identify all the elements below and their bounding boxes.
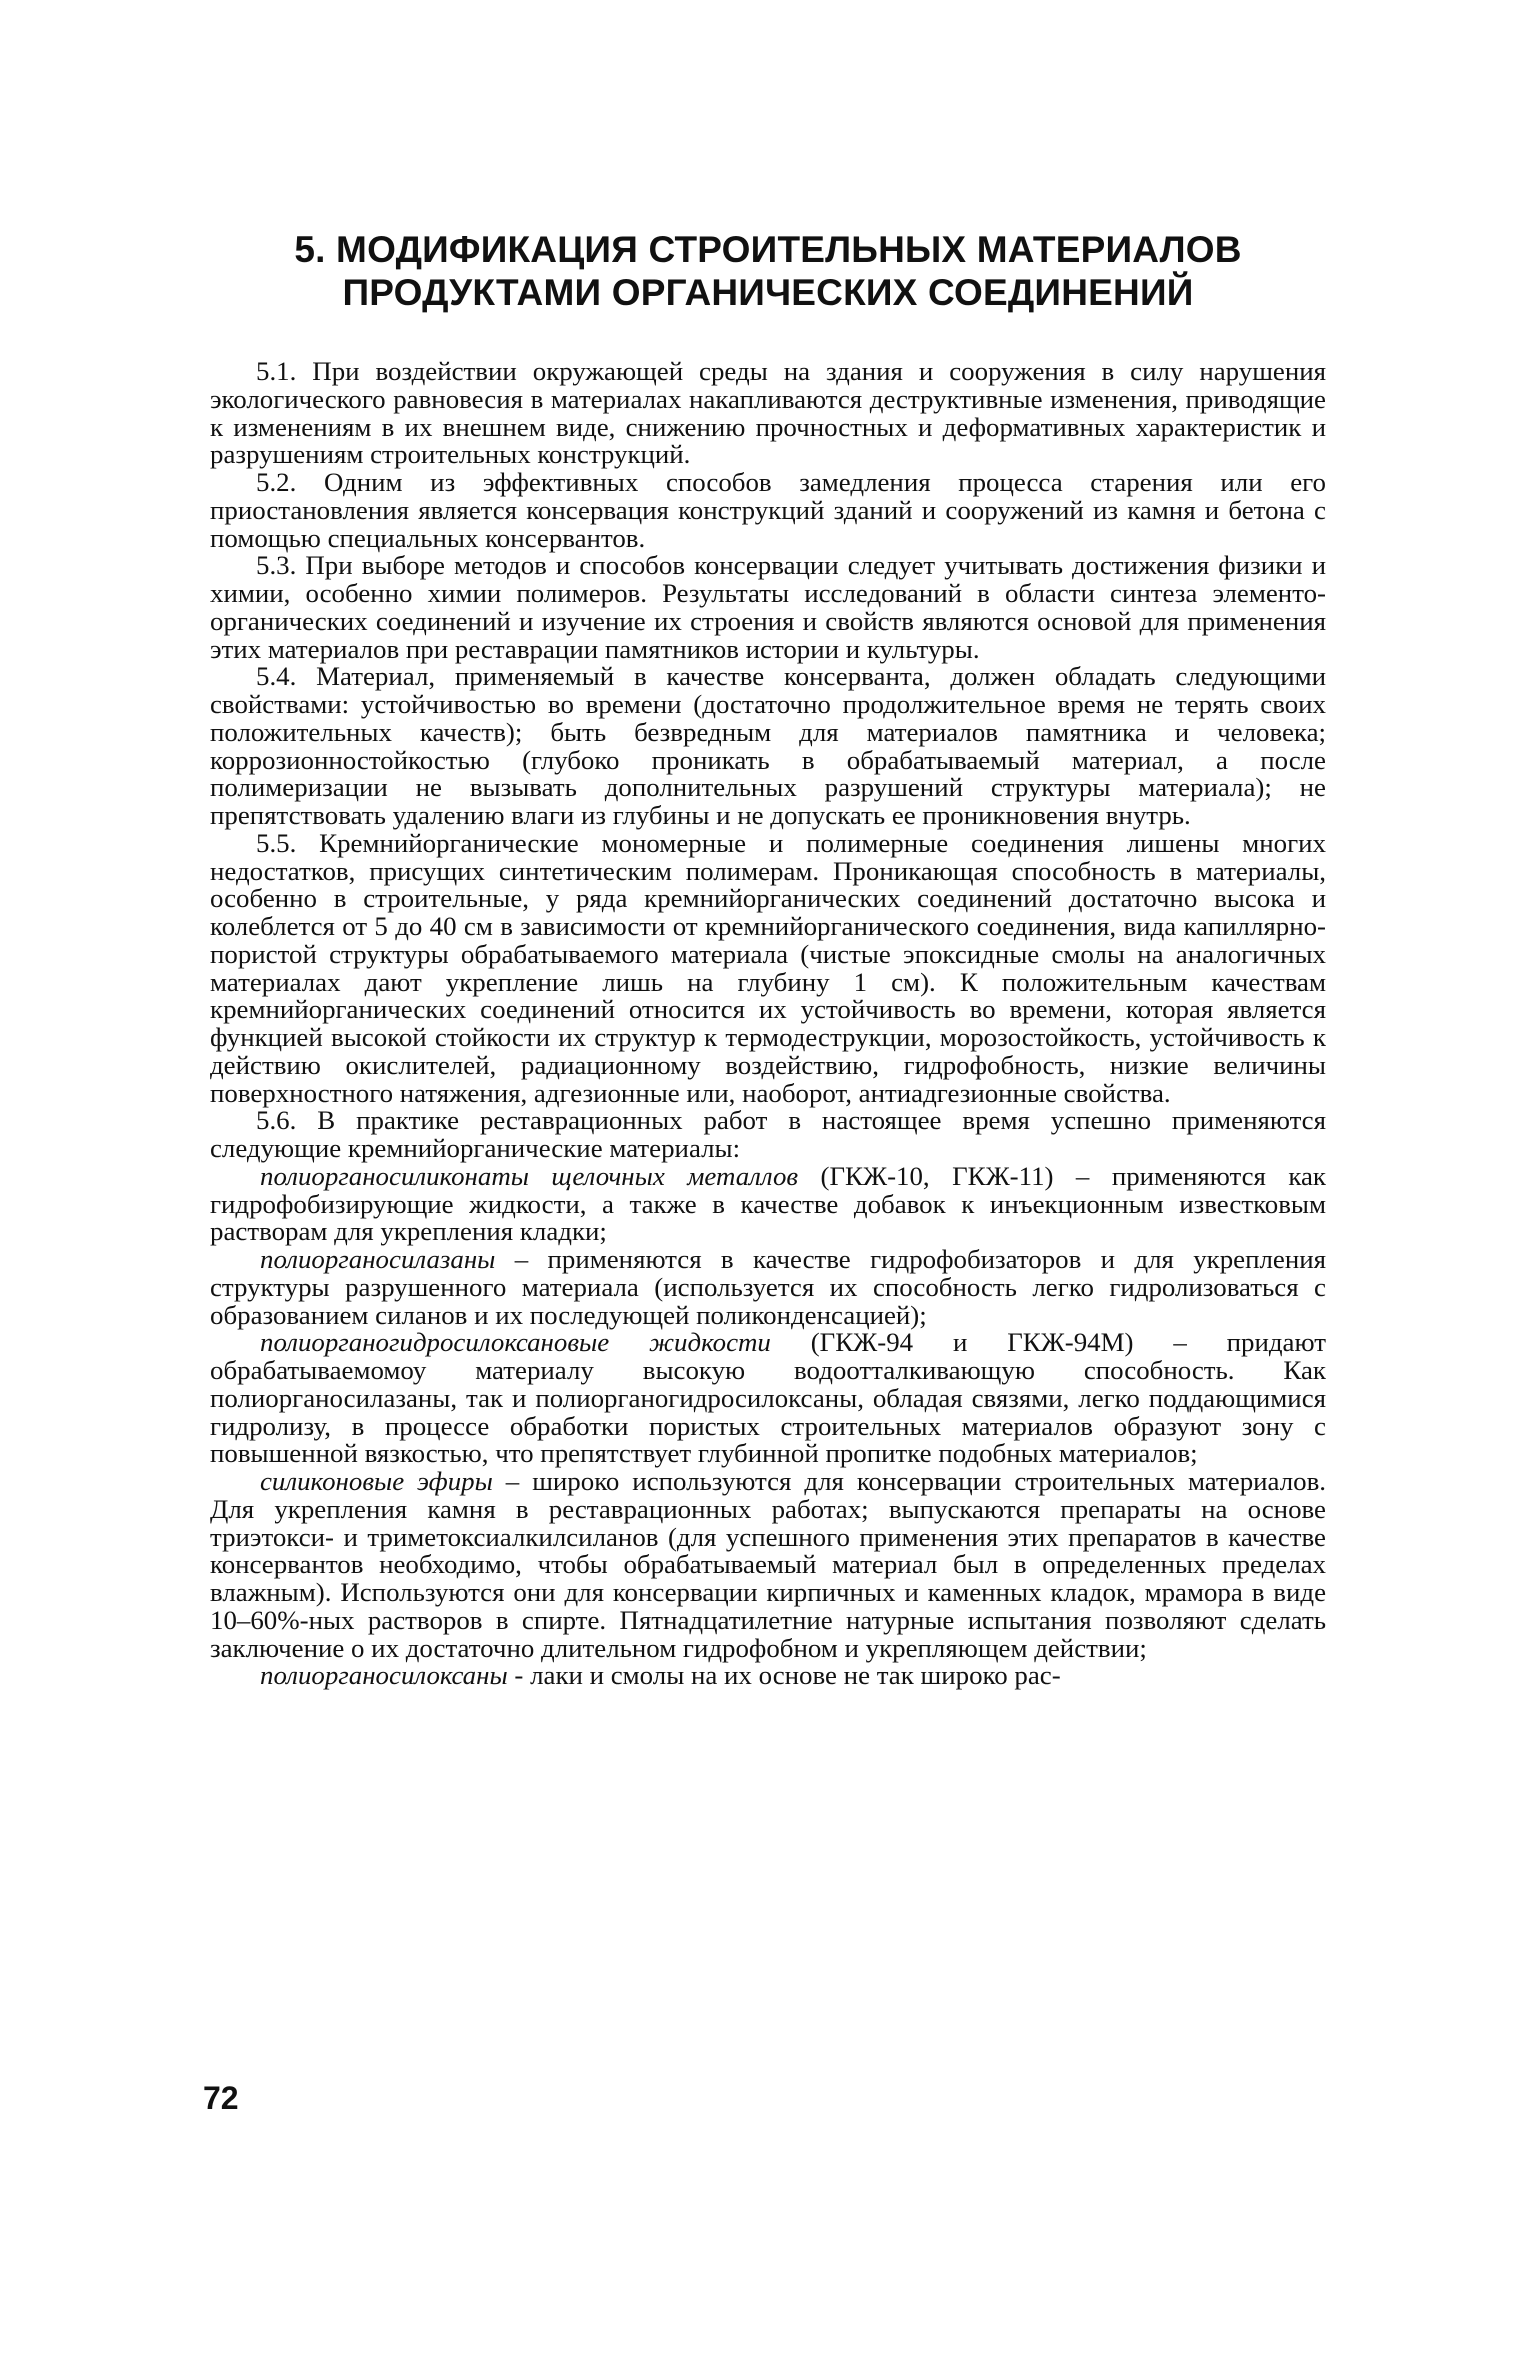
term-description: (ГКЖ-94 и ГКЖ-94М) – придают обрабатываемомоу материалу высокую водоотталкивающую способность. Как полиорганосилазаны, так и полиорганогидросилоксаны, обладая связями, легко поддающимися гидролизу, в процессе обработки пористых строительных материалов образуют зону с повышенной вязкостью, что препятствует глубинной пропитке подобных материалов; <box>210 1327 1326 1469</box>
term-item <box>210 1662 1326 1690</box>
term-item <box>210 1160 1326 1247</box>
page-body <box>210 228 1326 1690</box>
term-item <box>210 1329 1326 1468</box>
paragraph-5-4: 5.4. Материал, применяемый в качестве консерванта, должен обладать следующими свойствами: устойчивостью во времени (достаточно продолжительное время не терять своих положительных качеств); быть безвредным для материалов памятника и человека; коррозионностойкостью (глубоко проникать в обрабатываемый материал, а после полимеризации не вызывать дополнительных разрушений структуры материала); не препятствовать удалению влаги из глубины и не допускать ее проникновения внутрь. <box>210 661 1326 830</box>
term-description: – применяются в качестве гидрофобизаторов и для укрепления структуры разрушенного материала (используется их способность легко гидролизоваться с образованием силанов и их последующей поликонденсацией); <box>210 1244 1326 1330</box>
paragraph-5-2: 5.2. Одним из эффективных способов замедления процесса старения или его приостановления является консервация конструкций зданий и сооружений из камня и бетона с помощью специальных консервантов. <box>210 467 1326 553</box>
heading-line-1: 5. МОДИФИКАЦИЯ СТРОИТЕЛЬНЫХ МАТЕРИАЛОВ <box>294 229 1242 270</box>
page-number: 72 <box>203 2080 239 2116</box>
term-name: полиорганосилазаны <box>260 1244 496 1274</box>
term-item <box>210 1246 1326 1329</box>
heading-line-2: ПРОДУКТАМИ ОРГАНИЧЕСКИХ СОЕДИНЕНИЙ <box>342 272 1194 313</box>
chapter-heading <box>210 228 1326 314</box>
term-name: силиконовые эфиры <box>260 1466 493 1496</box>
term-name: полиорганогидросилоксановые жидкости <box>260 1327 771 1358</box>
paragraph-5-6: 5.6. В практике реставрационных работ в настоящее время успешно применяются следующие кремнийорганические материалы: <box>210 1105 1326 1163</box>
paragraph-5-1: 5.1. При воздействии окружающей среды на здания и сооружения в силу нарушения экологического равновесия в материалах накапливаются деструктивные изменения, приводящие к изменениям в их внешнем виде, снижению прочностных и деформативных характеристик и разрушениям строительных конструкций. <box>210 356 1326 470</box>
term-description: - лаки и смолы на их основе не так широко рас- <box>507 1660 1061 1691</box>
term-item <box>210 1468 1326 1662</box>
term-description: – широко используются для консервации строительных материалов. Для укрепления камня в реставрационных работах; выпускаются препараты на основе триэтокси- и триметоксиалкилсиланов (для успешного применения этих препаратов в качестве консервантов необходимо, чтобы обрабатываемый материал был в определенных пределах влажным). Используются они для консервации кирпичных и каменных кладок, мрамора в виде 10–60%-ных растворов в спирте. Пятнадцатилетние натурные испытания позволяют сделать заключение о их достаточно длительном гидрофобном и укрепляющем действии; <box>210 1466 1327 1663</box>
paragraph-5-5: 5.5. Кремнийорганические мономерные и полимерные соединения лишены многих недостатков, присущих синтетическим полимерам. Проникающая способность в материалы, особенно в строительные, у ряда кремнийорганических соединений достаточно высока и колеблется от 5 до 40 см в зависимости от кремнийорганического соединения, вида капиллярно-пористой структуры обрабатываемого материала (чистые эпоксидные смолы на аналогичных материалах дают укрепление лишь на глубину 1 см). К положительным качествам кремнийорганических соединений относится их устойчивость во времени, которая является функцией высокой стойкости их структур к термодеструкции, морозостойкость, устойчивость к действию окислителей, радиационному воздействию, гидрофобность, низкие величины поверхностного натяжения, адгезионные или, наоборот, антиадгезионные свойства. <box>210 827 1326 1108</box>
term-name: полиорганосилоксаны <box>260 1660 508 1691</box>
paragraph-5-3: 5.3. При выборе методов и способов консервации следует учитывать достижения физики и химии, особенно химии полимеров. Результаты исследований в области синтеза элементо-органических соединений и изучение их строения и свойств являются основой для применения этих материалов при реставрации памятников истории и культуры. <box>210 550 1326 664</box>
term-description: (ГКЖ-10, ГКЖ-11) – применяются как гидрофобизирующие жидкости, а также в качестве добавок к инъекционным известковым растворам для укрепления кладки; <box>210 1160 1326 1247</box>
term-name: полиорганосиликонаты щелочных металлов <box>260 1160 799 1191</box>
